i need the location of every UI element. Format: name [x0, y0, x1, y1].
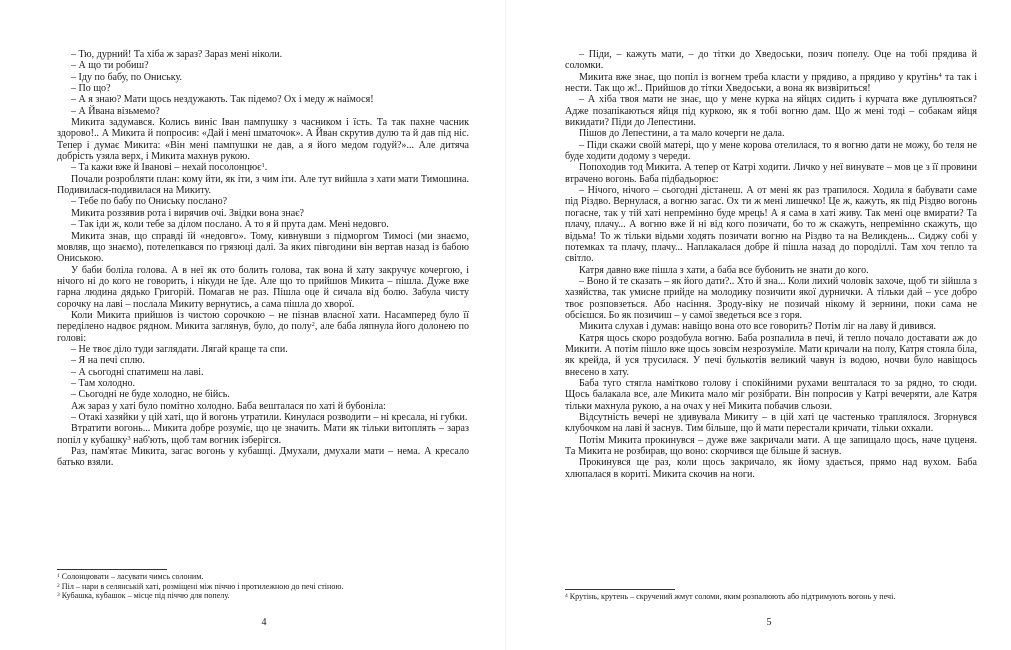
paragraph-text: У баби боліла голова. А в неї як ото болить голова, так вона й хату закручує кочергою, і нічого ні до кого не говорить, і нікуди не їде. Але що то прийшов Микита – пішла. Дуже вже гарна людина дядько Григорій. Помагав не раз. Пішла оце й сичала від болю. Забула чисту сорочку на лаві – послала Микиту вернутись, а сама пішла до хворої. — [57, 264, 469, 310]
right-page — [506, 0, 1011, 650]
footnote — [57, 572, 469, 582]
paragraph — [57, 94, 469, 105]
paragraph-text: – По що? — [71, 83, 111, 95]
paragraph-text: Микита роззявив рота і вирячив очі. Звідки вона знає? — [71, 207, 305, 219]
left-footnotes — [57, 572, 469, 601]
paragraph — [565, 457, 977, 480]
paragraph — [57, 219, 469, 230]
paragraph — [57, 72, 469, 83]
paragraph — [57, 162, 469, 173]
paragraph-text: – Піди, – кажуть мати, – до тітки до Хведоськи, позич попелу. Оце на тобі прядива й соломки. — [565, 49, 977, 72]
paragraph-text: – А я знаю? Мати щось нездужають. Так підемо? Ох і меду ж наїмося! — [71, 94, 374, 106]
paragraph-text: Втратити вогонь... Микита добре розуміє, що це значить. Мати як тільки витоплять – зараз попіл у кубашку — [57, 423, 469, 446]
paragraph-text-tail: , але баба ляпнула його долонею по голові: — [57, 321, 470, 344]
paragraph-text: – Тебе по бабу по Ониську послано? — [71, 196, 228, 208]
paragraph-text: Раз, пам'ятає Микита, загас вогонь у кубашці. Дмухали, дмухали мати – нема. А кресало батько взяли. — [57, 446, 469, 469]
paragraph-text: Катря щось скоро роздобула вогню. Баба розпалила в печі, й тепло почало доставати аж до Микити. А потім пішло вже щось зовсім незрозуміле. Мати кричали на полу, Катря стояла біла, як крейда, й уся трусилася. У печі булькотів великий чавун із водою, ночви було навіщось внесено в хату. — [565, 332, 977, 378]
footnote-number: 4 — [565, 593, 568, 599]
paragraph-text: – Воно й те сказать – як його дати?.. Хто й зна... Коли лихий чоловік захоче, щоб ти зійшла з хазяйства, так умисне прийде на молодику позичити якої дурнички. А тільки дай – усе добро твоє розповзеться. Або насіння. Зроду-віку не позичай нікому й зернини, поки сама не обсієшся. Бо як позичиш – у самої зведеться все з горя. — [565, 275, 977, 321]
paragraph-text: Почали розробляти план: кому йти, як іти, з чим іти. Але тут вийшла з хати мати Тимошина. Подивилася-подивилася на Микиту. — [57, 173, 469, 197]
paragraph — [565, 49, 977, 72]
footnote-marker: 3 — [127, 434, 131, 442]
paragraph — [57, 231, 469, 265]
paragraph-text: Баба туго стягла намітково голову і спокійними рухами вешталася то за рядно, то сюди. Щось балакала все, але Микита мало міг розібрати. Він попросив у Катрі вечеряти, але Катря тільки махнула рукою, а на очах у неї Микита побачив сльози. — [565, 377, 977, 412]
paragraph-text-tail: наб'ють, щоб там вогник ізберігся. — [130, 434, 282, 446]
paragraph — [57, 446, 469, 469]
paragraph — [57, 49, 469, 60]
paragraph — [57, 367, 469, 378]
paragraph-text: – Та кажи вже й Іванові – нехай посолонцює — [71, 162, 262, 174]
paragraph-text: – Я на печі сплю. — [71, 355, 145, 367]
paragraph — [57, 412, 469, 423]
paragraph — [57, 265, 469, 310]
footnote-rule — [57, 569, 167, 570]
paragraph — [57, 355, 469, 366]
paragraph — [565, 265, 977, 276]
paragraph-text: – Так іди ж, коли тебе за ділом послано. А то я й прута дам. Мені недовго. — [71, 219, 389, 231]
paragraph — [565, 412, 977, 435]
paragraph — [565, 162, 977, 185]
page-number-right: 5 — [766, 617, 772, 628]
paragraph — [57, 423, 469, 446]
paragraph-text: Аж зараз у хаті було помітно холодно. Баба вешталася по хаті й бубоніла: — [71, 400, 386, 412]
footnote-text: Піл – нари в селянській хаті, розміщені між піччю і протилежною до печі стіною. — [59, 581, 344, 591]
paragraph — [565, 185, 977, 264]
paragraph-text: – Нічого, нічого – сьогодні дістанеш. А от мені як раз трапилося. Ходила я бабувати саме під Різдво. Вернулася, а вогню загас. Ох ти ж мені лишечко! Це ж, кажуть, як під Різдво вогонь погасне, так у тій хаті непремінно буде мрець! А я сама в хаті живу. Так мені оце вмирати? Та плачу, плачу... А вогню вже й ні від кого позичати, бо то ж скажуть, непремінно скажуть, що відьма! То ж тільки відьми ходять позичати вогню на Різдво та на Великдень... Сиджу собі у потемках та плачу, плачу... Наплакалася добре й пішла назад до породіллі. Там хоч тепло та світло. — [565, 185, 977, 265]
left-page-text — [57, 49, 469, 469]
paragraph — [57, 378, 469, 389]
paragraph-text: Микита знав, що справді їй «недовго». Тому, кивнувши з підморгом Тимосі (ми знаємо, мовляв, що знаємо), потелепкався по грязюці далі. За яких півгодини він вертав назад із бабою Ониською. — [57, 230, 469, 265]
footnote-rule — [565, 589, 675, 590]
paragraph — [565, 128, 977, 139]
paragraph-text: – Піди скажи своїй матері, що у мене корова отелилася, то я вогню дати не можу, бо теля не буде ходити додому з череди. — [565, 139, 977, 163]
paragraph-text: – Там холодно. — [71, 377, 136, 389]
paragraph — [565, 435, 977, 458]
paragraph — [57, 174, 469, 197]
paragraph-text: Катря давно вже пішла з хати, а баба все бубонить не знати до кого. — [579, 264, 869, 276]
paragraph — [57, 344, 469, 355]
paragraph — [57, 83, 469, 94]
paragraph — [57, 106, 469, 117]
paragraph — [565, 140, 977, 163]
footnote-marker: 2 — [311, 321, 315, 329]
footnote-text: Крутінь, крутень – скручений жмут соломи, яким розпалюють або підтримують вогонь у печі. — [567, 592, 896, 601]
footnote-text: Кубашка, кубашок – місце під піччю для попелу. — [59, 591, 230, 601]
paragraph-text: – А сьогодні спатимеш на лаві. — [71, 366, 204, 378]
paragraph — [565, 72, 977, 95]
paragraph-text: Потім Микита прокинувся – дуже вже закричали мати. А ще запищало щось, наче цуценя. Та Микита не розбирав, що воно: скорчився ще більше й заснув. — [565, 434, 977, 458]
paragraph-text: – А хіба твоя мати не знає, що у мене курка на яйцях сидить і курчата вже дуплюяться? Адже позапікаються яйця під куркою, як я тобі вогню дам. Що ж мені тоді – собакам яйця викидати? Піди до Лепестини. — [565, 94, 977, 129]
paragraph-text: Микита слухав і думав: навіщо вона ото все говорить? Потім ліг на лаву й дивився. — [579, 321, 936, 333]
paragraph-text: Коли Микита прийшов із чистою сорочкою – не пізнав власної хати. Насамперед було її переділено надвоє рядном. Микита заглянув, було, до полу — [57, 309, 469, 333]
footnote — [57, 591, 469, 601]
paragraph-text-tail: та так і нести. Так що ж!.. Прийшов до тітки Хведоськи, а вона як визвіриться! — [565, 71, 977, 95]
paragraph-text: Попоходив тод Микита. А тепер от Катрі ходити. Личко у неї винувате – мов це з її провини втрачено вогонь. Баба підбадьорює: — [565, 162, 977, 185]
footnote-marker: 1 — [261, 162, 265, 170]
paragraph — [565, 321, 977, 332]
paragraph — [57, 117, 469, 162]
paragraph-text: – Тю, дурний! Та хіба ж зараз? Зараз мені ніколи. — [71, 49, 283, 60]
paragraph-text: – А що ти робиш? — [71, 60, 149, 72]
right-footnotes — [565, 592, 985, 602]
footnote — [57, 582, 469, 592]
paragraph — [565, 378, 977, 412]
footnote-number: 3 — [57, 592, 60, 599]
paragraph-text: Прокинувся ще раз, коли щось закричало, як йому здається, прямо над вухом. Баба хлюпалася в кориті. Микита скочив на ноги. — [565, 457, 977, 480]
paragraph-text: Пішов до Лепестини, а та мало кочерги не дала. — [579, 128, 785, 140]
paragraph-text-tail: . — [264, 162, 268, 174]
right-page-text — [565, 49, 977, 480]
paragraph-text: – Не твоє діло туди заглядати. Лягай краще та спи. — [71, 343, 288, 355]
paragraph — [57, 389, 469, 400]
footnote-text: Солонцювати – ласувати чимсь солоним. — [59, 572, 204, 581]
paragraph — [565, 276, 977, 321]
paragraph — [57, 401, 469, 412]
paragraph-text: – Отакі хазяйки у цій хаті, що й вогонь утратили. Кинулася розводити – ні кресала, ні губки. — [71, 412, 468, 423]
paragraph-text: – А Йвана візьмемо? — [71, 105, 160, 117]
paragraph — [57, 196, 469, 207]
paragraph-text: Микита вже знає, що попіл із вогнем треба класти у прядиво, а прядиво у крутінь — [579, 71, 939, 83]
paragraph — [57, 60, 469, 71]
paragraph — [565, 94, 977, 128]
paragraph — [565, 333, 977, 378]
paragraph-text: Відсутність вечері не здивувала Микиту – в цій хаті це частенько траплялося. Згорнувся клубочком на лаві й заснув. Тим більше, що й мати перестали кричати, тільки охкали. — [565, 412, 977, 435]
left-page — [0, 0, 505, 650]
paragraph — [57, 310, 469, 344]
footnote-number: 2 — [57, 582, 60, 589]
footnote-number: 1 — [57, 573, 60, 579]
paragraph-text: – Сьогодні не буде холодно, не бійсь. — [71, 389, 230, 401]
paragraph-text: Микита задумався. Колись виніс Іван пампушку з часником і їсть. Та так пахне часник здорово!.. А Микита й попросив: «Дай і мені шматочок». А Йван скрутив дулю та й дав під ніс. Тепер і думає Микита: «Він мені пампушки не дав, а я його медом годуй?»... Але дитяча добрість узяла верх, і Микита махнув рукою. — [57, 117, 469, 163]
page-number-left: 4 — [261, 617, 267, 628]
paragraph — [57, 208, 469, 219]
footnote — [565, 592, 985, 602]
paragraph-text: – Іду по бабу, по Ониську. — [71, 71, 183, 83]
footnote-marker: 4 — [938, 71, 942, 79]
